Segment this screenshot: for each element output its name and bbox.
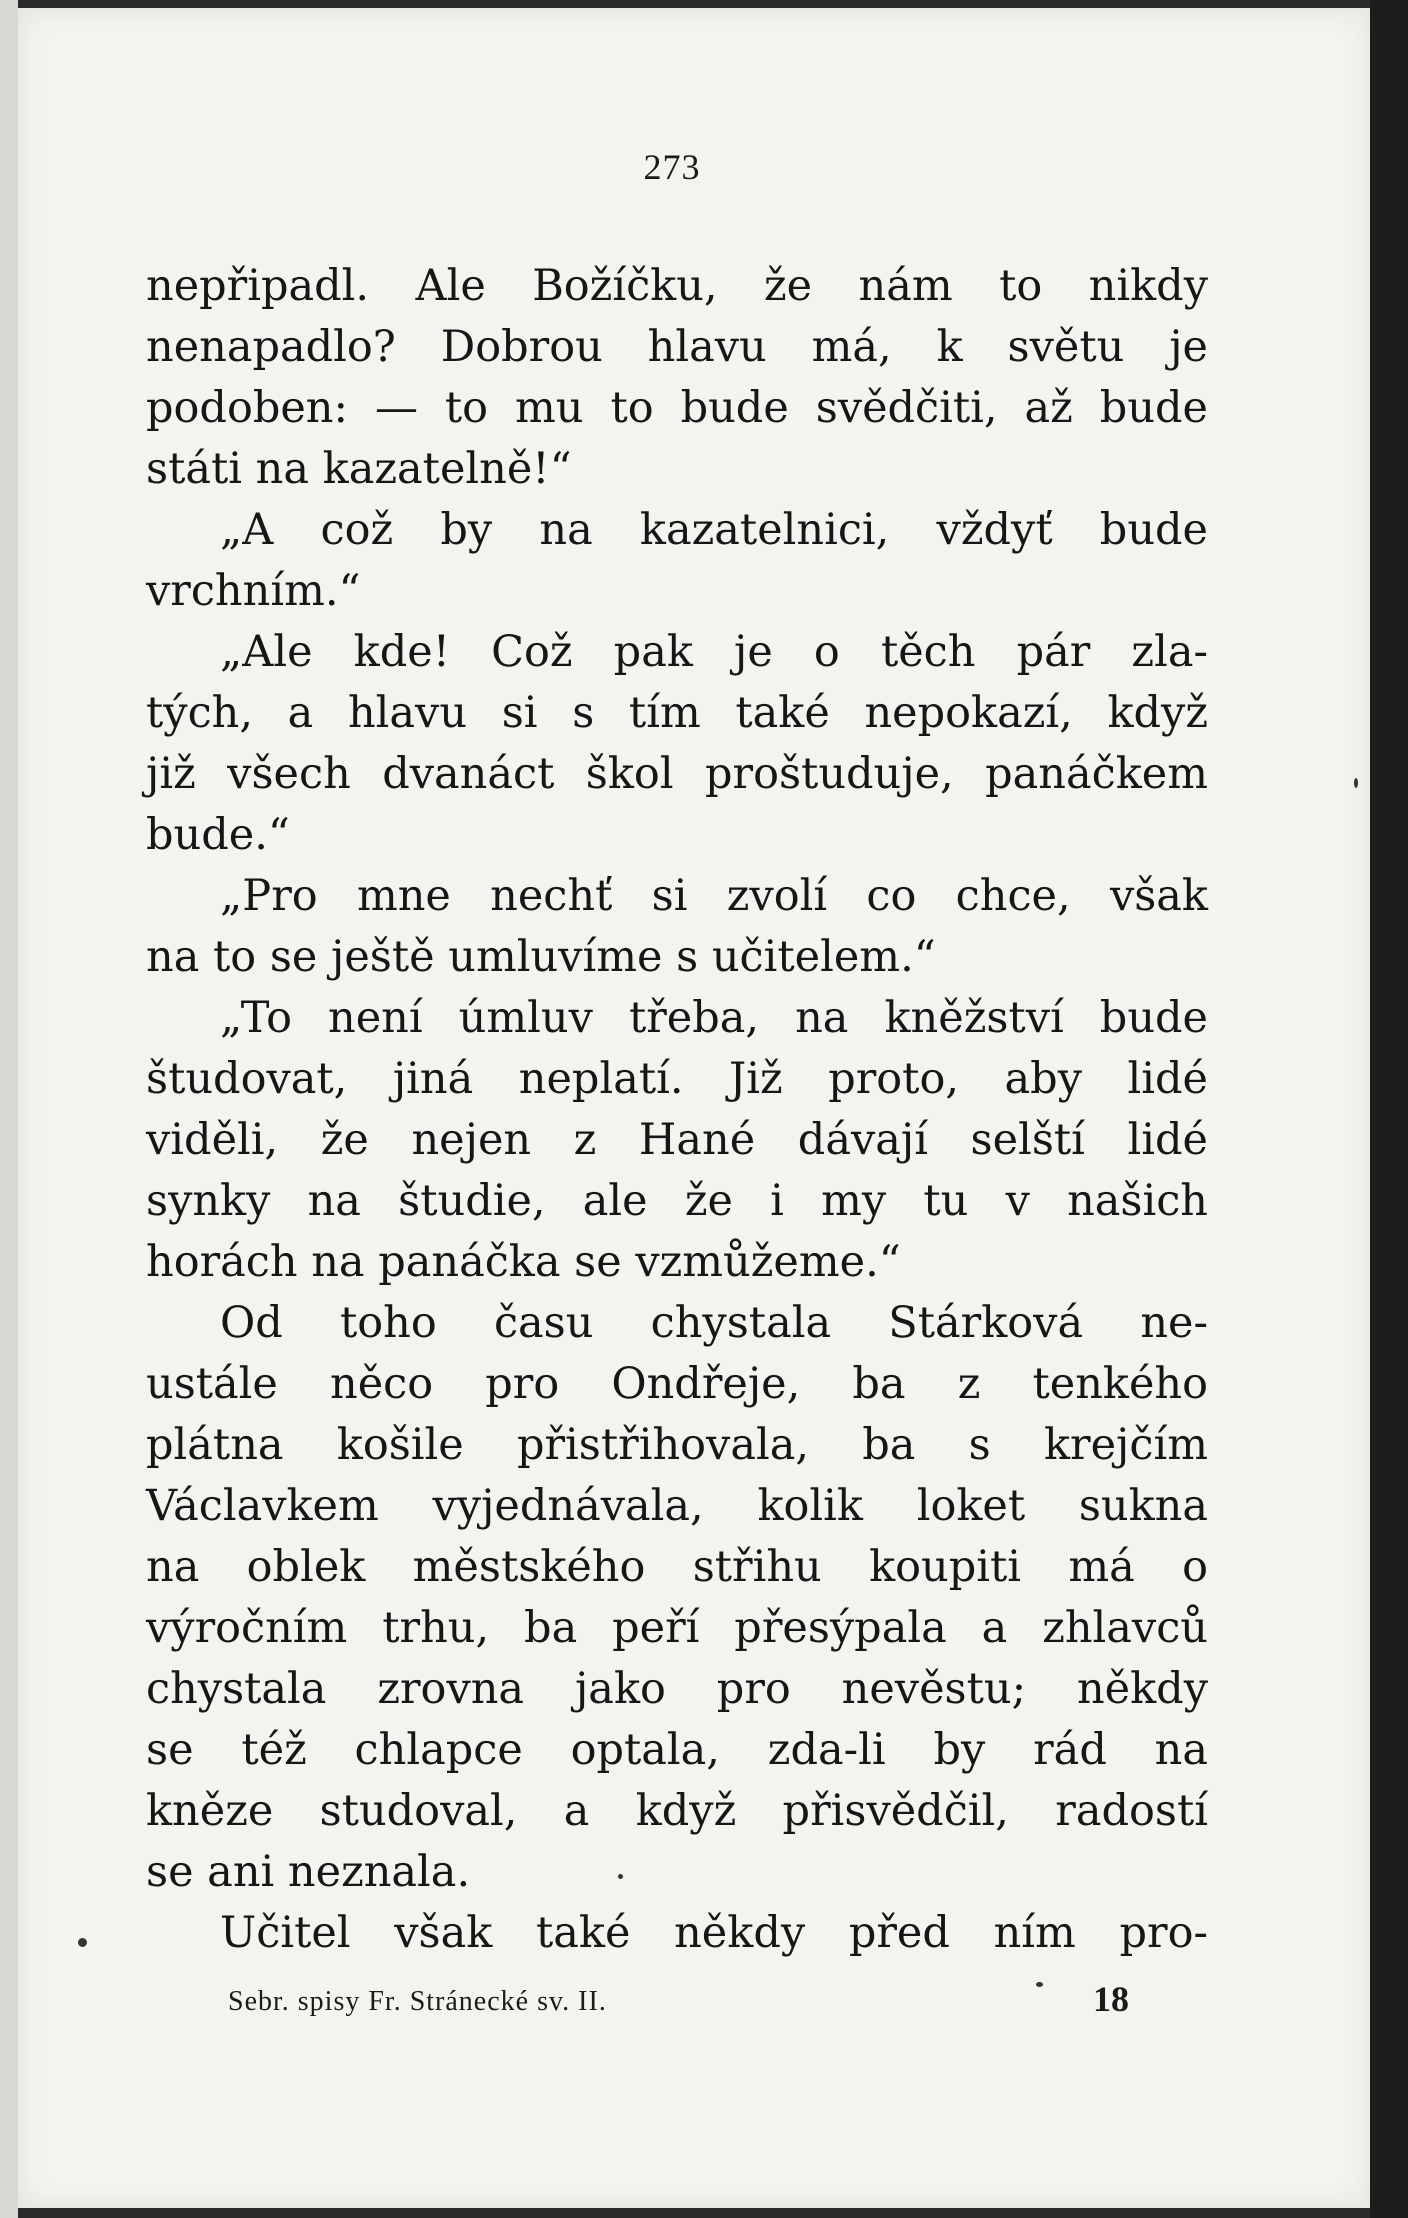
scan-right-edge (1370, 0, 1408, 2218)
text-line: na to se ještě umluvíme s učitelem.“ (146, 932, 936, 982)
text-line: tých, a hlavu si s tím také nepokazí, když (146, 688, 1208, 738)
text-line: se ani neznala. (146, 1847, 471, 1897)
text-line: kněze studoval, a když přisvědčil, radostí (146, 1786, 1208, 1836)
text-line: vrchním.“ (146, 566, 361, 616)
footer-source: Sebr. spisy Fr. Stránecké sv. II. (228, 1986, 607, 2017)
text-line: študovat, jiná neplatí. Již proto, aby lidé (146, 1054, 1208, 1104)
text-line: synky na študie, ale že i my tu v našich (146, 1176, 1208, 1226)
text-line: viděli, že nejen z Hané dávají selští lidé (146, 1115, 1208, 1165)
text-line: plátna košile přistřihovala, ba s krejčím (146, 1420, 1208, 1470)
text-line: ustále něco pro Ondřeje, ba z tenkého (146, 1359, 1208, 1409)
text-line: Od toho času chystala Stárková ne- (220, 1298, 1208, 1348)
text-line: horách na panáčka se vzmůžeme.“ (146, 1237, 901, 1287)
scan-speck (78, 1938, 87, 1947)
text-line: Václavkem vyjednávala, kolik loket sukna (146, 1481, 1208, 1531)
book-page (18, 8, 1370, 2208)
scan-left-edge (0, 0, 18, 2218)
scan-speck (1354, 778, 1358, 788)
text-line: „Ale kde! Což pak je o těch pár zla- (220, 627, 1208, 677)
text-line: na oblek městského střihu koupiti má o (146, 1542, 1208, 1592)
scan-speck (618, 1874, 623, 1879)
text-line: chystala zrovna jako pro nevěstu; někdy (146, 1664, 1208, 1714)
text-line: nenapadlo? Dobrou hlavu má, k světu je (146, 322, 1208, 372)
text-line: se též chlapce optala, zda-li by rád na (146, 1725, 1208, 1775)
scan-speck (1036, 1982, 1043, 1987)
text-line: podoben: — to mu to bude svědčiti, až bude (146, 383, 1208, 433)
body-text (146, 256, 1208, 1964)
text-line: „To není úmluv třeba, na kněžství bude (220, 993, 1208, 1043)
text-line: již všech dvanáct škol proštuduje, panáčkem (146, 749, 1208, 799)
text-line: státi na kazatelně!“ (146, 444, 572, 494)
page-number: 273 (643, 147, 701, 187)
text-line: výročním trhu, ba peří přesýpala a zhlavců (146, 1603, 1208, 1653)
footer-signature: 18 (1093, 1979, 1129, 2019)
text-line: bude.“ (146, 810, 290, 860)
text-line: „A což by na kazatelnici, vždyť bude (220, 505, 1208, 555)
text-line: „Pro mne nechť si zvolí co chce, však (220, 871, 1208, 921)
text-line: nepřipadl. Ale Božíčku, že nám to nikdy (146, 261, 1208, 311)
text-line: Učitel však také někdy před ním pro- (220, 1908, 1208, 1958)
